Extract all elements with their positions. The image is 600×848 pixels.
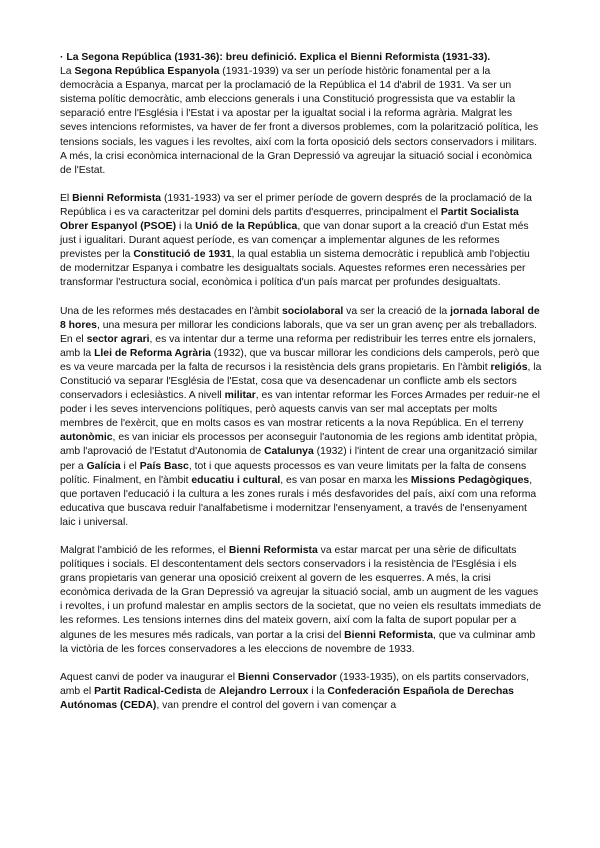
paragraph — [60, 544, 542, 657]
paragraph — [60, 305, 542, 531]
text-run: i el — [120, 460, 140, 472]
bold-term: Constitució de 1931 — [133, 249, 232, 261]
text-run: , es van iniciar els processos per aconseguir l'autonomia de les regions amb identitat pròpia, amb l'aprovació de l'Estatut d'Autonomia de — [60, 432, 538, 458]
paragraph — [60, 65, 542, 178]
heading-text: · La Segona República (1931-36): breu definició. Explica el Bienni Reformista (1931-33). — [60, 52, 491, 63]
text-run: , tot i que aquests processos es van veure limitats per la falta de consens polític. Finalment, en l'àmbit — [60, 460, 527, 486]
text-run: i la — [308, 685, 328, 697]
text-run: , la Constitució va separar l'Església de l'Estat, cosa que va desencadenar un conflicte amb els sectors conservadors i eclesiàstics. A nivell — [60, 361, 542, 402]
text-run: i la — [176, 221, 196, 233]
text-run: Aquest canvi de poder va inaugurar el — [60, 671, 238, 683]
bold-term: Bienni Reformista — [72, 192, 162, 204]
text-run: (1933-1935), on els partits conservadors, amb el — [60, 671, 529, 697]
bold-term: educatiu i cultural — [191, 474, 281, 486]
bold-term: Catalunya — [264, 446, 314, 458]
bold-term: autonòmic — [60, 432, 113, 444]
bold-term: religiós — [490, 361, 528, 373]
text-run: de — [201, 685, 219, 697]
bold-term: sociolaboral — [282, 305, 344, 317]
text-run: , es van posar en marxa les — [280, 474, 411, 486]
bold-term: País Basc — [139, 460, 189, 472]
section-heading — [60, 51, 542, 65]
text-run: La — [60, 66, 75, 78]
text-run: , que van donar suport a la creació d'un Estat més just i igualitari. Durant aquest període, es van començar a implementar algunes de les reformes previstes per la — [60, 221, 529, 261]
bold-term: Bienni Conservador — [237, 671, 337, 683]
text-run: , es va intentar dur a terme una reforma per redistribuir les terres entre els jornalers, amb la — [60, 333, 536, 359]
document-body — [60, 65, 542, 713]
bold-term: Confederación Española de Derechas Autónomas (CEDA) — [60, 685, 514, 711]
text-run: va estar marcat per una sèrie de dificultats polítiques i socials. El descontentament dels sectors conservadors i la resistència de l'Església i els grans propietaris van generar una oposició creixent al govern de les esquerres. A més, la crisi econòmica derivada de la Gran Depressió va agreujar la situació social, amb un augment de les vagues i revoltes, i un profund malestar en amplis sectors de la societat, que no veien els resultats immediats de les reformes. Les tensions internes dins del mateix govern, així com la falta de suport popular per a algunes de les mesures més radicals, van portar a la crisi del — [60, 545, 542, 641]
text-run: , la qual establia un sistema democràtic i republicà amb l'objectiu de modernitzar Espanya i combatre les desigualtats socials. Aquestes reformes eren necessàries per transformar l'estructura social, econòmica i política d'un país marcat per profundes desigualtats. — [60, 249, 530, 289]
text-run: , es van intentar reformar les Forces Armades per reduir-ne el poder i les seves intervencions polítiques, però aquests canvis van ser mal acceptats per molts membres de l'exèrcit, que en molts casos es van mostrar reticents a la nova República. En el terreny — [60, 390, 540, 430]
text-run: va ser la creació de la — [343, 305, 451, 317]
bold-term: Unió de la República — [195, 221, 298, 233]
bold-term: militar — [224, 390, 256, 402]
text-run: , van prendre el control del govern i van començar a — [156, 699, 397, 711]
text-run: (1931-1933) va ser el primer període de govern després de la proclamació de la República i es va caracteritzar pel domini dels partits d'esquerres, principalment el — [60, 192, 532, 218]
text-run: (1932) i l'intent de crear una organització similar per a — [60, 446, 538, 472]
paragraph — [60, 192, 542, 291]
text-run: , que portaven l'educació i la cultura a les zones rurals i més desfavorides del país, així com una reforma educativa que buscava reduir l'analfabetisme i modernitzar l'ensenyament, a través de l'ensenyament laic i universal. — [60, 474, 537, 528]
text-run: Una de les reformes més destacades en l'àmbit — [60, 305, 283, 317]
bold-term: Galícia — [86, 460, 121, 472]
bold-term: Missions Pedagògiques — [410, 474, 530, 486]
paragraph — [60, 671, 542, 713]
bold-term: Partit Radical-Cedista — [94, 685, 202, 697]
text-run: (1932), que va buscar millorar les condicions dels camperols, però que es va veure marcada per la falta de recursos i la resistència dels grans propietaris. En l'àmbit — [60, 347, 540, 373]
text-run: , que va culminar amb la victòria de les forces conservadores a les eleccions de novembre de 1933. — [60, 629, 536, 655]
document-page — [60, 51, 542, 727]
bold-term: jornada laboral de 8 hores — [60, 305, 540, 331]
bold-term: Bienni Reformista — [344, 629, 434, 641]
bold-term: sector agrari — [86, 333, 150, 345]
bold-term: Segona República Espanyola — [74, 66, 220, 78]
text-run: El — [60, 192, 73, 204]
bold-term: Partit Socialista Obrer Espanyol (PSOE) — [60, 206, 519, 233]
text-run: Malgrat l'ambició de les reformes, el — [60, 545, 229, 556]
text-run: , una mesura per millorar les condicions laborals, que va ser un gran avenç per als treballadors. En el — [60, 319, 538, 345]
bold-term: Bienni Reformista — [228, 545, 318, 556]
text-run: (1931-1939) va ser un període històric fonamental per a la democràcia a Espanya, marcat per la proclamació de la República el 14 d'abril de 1931. Va ser un sistema polític democràtic, amb eleccions generals i una Constitució progressista que va establir la separació entre l'Església i l'Estat i va apostar per la igualtat social i la reforma agrària. Malgrat les seves intencions reformistes, va haver de fer front a diversos problemes, com la polarització política, les tensions socials, les vagues i les revoltes, així com la forta oposició dels sectors conservadors i militars. A més, la crisi econòmica internacional de la Gran Depressió va agreujar la situació social i econòmica de l'Estat. — [60, 66, 539, 176]
bold-term: Alejandro Lerroux — [218, 685, 309, 697]
bold-term: Llei de Reforma Agrària — [94, 347, 211, 359]
